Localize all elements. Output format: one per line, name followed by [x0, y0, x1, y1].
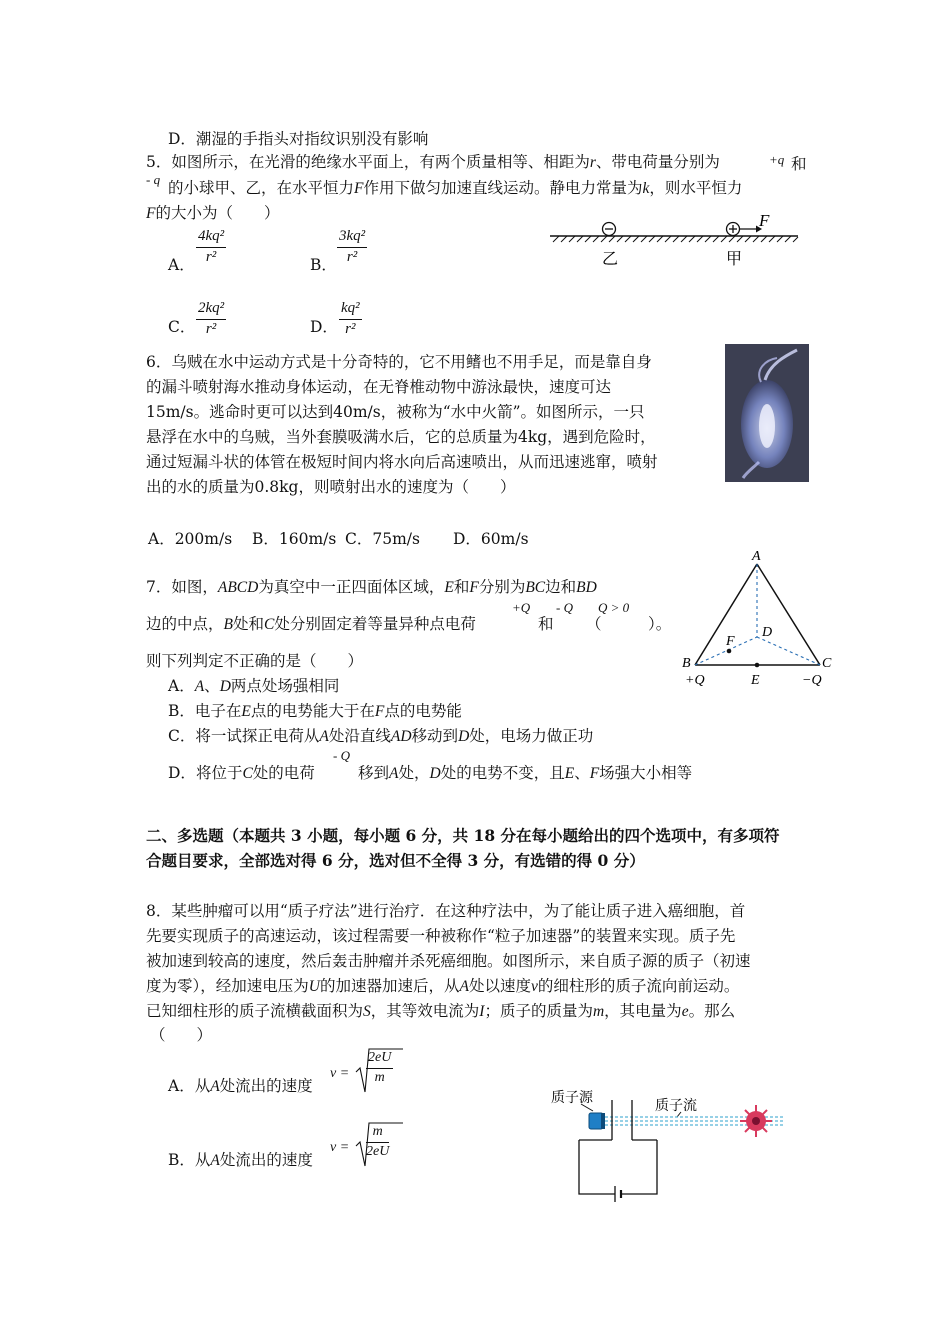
q8-line2: 先要实现质子的高速运动，该过程需要一种被称作“粒子加速器”的装置来实现。质子先	[146, 927, 736, 945]
cancer-cell-icon	[740, 1105, 772, 1137]
q8-line3: 被加速到较高的速度，然后轰击肿瘤并杀死癌细胞。如图所示，来自质子源的质子（初速	[146, 952, 751, 970]
q4-option-d: D．潮湿的手指头对指纹识别没有影响	[168, 130, 429, 148]
minus-q-label: −Q	[802, 673, 822, 688]
vertex-a-label: A	[752, 549, 761, 564]
q7-line3: 则下列判定不正确的是（ ）	[146, 652, 364, 670]
q8-option-b-v: v =	[330, 1140, 350, 1155]
q5-plus-q: +q	[769, 152, 785, 167]
vertex-b-label: B	[682, 656, 691, 671]
q5-option-c-label: C．	[168, 318, 196, 336]
q7-option-d: D．将位于C处的电荷	[168, 764, 315, 782]
q5-option-d-fraction: $\frac{\text{kq²}}{\text{r²}}$	[341, 300, 360, 337]
negative-ball-icon	[603, 223, 616, 236]
q5-option-d-label: D．	[310, 318, 338, 336]
q8-option-b-fraction: $\frac{m}{2eU}$	[366, 1124, 390, 1159]
ball-jia-label: 甲	[726, 251, 743, 268]
q6-line: 15m/s。逃命时更可以达到40m/s，被称为“水中火箭”。如图所示，一只	[146, 403, 645, 421]
q8-option-b: B．从A处流出的速度	[168, 1151, 313, 1169]
q7-charge-minus: - Q	[556, 600, 573, 615]
q5-line2: 的小球甲、乙，在水平恒力F作用下做匀加速直线运动。静电力常量为k，则水平恒力	[168, 179, 743, 197]
section2-heading-line2: 合题目要求，全部选对得 6 分，选对但不全得 3 分，有选错的得 0 分）	[146, 851, 645, 870]
point-e-label: E	[751, 673, 760, 688]
q5-option-a-label: A．	[168, 256, 195, 274]
q8-option-a: A．从A处流出的速度	[168, 1077, 313, 1095]
vertex-d-label: D	[762, 625, 773, 640]
proton-source-label: 质子源	[551, 1091, 593, 1106]
q5-option-c-fraction: $\frac{\text{2kq²}}{\text{r²}}$	[198, 300, 225, 337]
q8-line4: 度为零），经加速电压为U的加速器加速后，从A处以速度v的细柱形的质子流向前运动。	[146, 977, 740, 995]
q8-line1: 8．某些肿瘤可以用“质子疗法”进行治疗．在这种疗法中，为了能让质子进入癌细胞，首	[146, 902, 746, 920]
q5-option-b-fraction: $\frac{\text{3kq²}}{\text{r²}}$	[339, 228, 366, 265]
vertex-c-label: C	[822, 656, 832, 671]
proton-source-icon	[589, 1113, 603, 1129]
q5-minus-q: - q	[146, 172, 161, 187]
q6-line: 出的水的质量为0.8kg，则喷射出水的速度为（ ）	[146, 478, 516, 496]
q6-line: 的漏斗喷射海水推动身体运动，在无脊椎动物中游泳最快，速度可达	[146, 378, 612, 396]
q6-line: 悬浮在水中的乌贼，当外套膜吸满水后，它的总质量为4kg，遇到危险时，	[146, 428, 656, 446]
q5-option-b-label: B．	[310, 256, 337, 274]
q7-option-d-rest: 移到A处，D处的电势不变，且E、F场强大小相等	[358, 764, 693, 782]
q6-line: 6．乌贼在水中运动方式是十分奇特的，它不用鳍也不用手足，而是靠自身	[146, 353, 652, 371]
q7-option-a: A．A、D两点处场强相同	[168, 677, 340, 695]
squid-image	[725, 344, 809, 482]
q7-line2: 边的中点，B处和C处分别固定着等量异种点电荷	[146, 615, 476, 633]
q7-option-b: B．电子在E点的电势能大于在F点的电势能	[168, 702, 462, 720]
q5-line1: 5．如图所示，在光滑的绝缘水平面上，有两个质量相等、相距为r、带电荷量分别为	[146, 153, 720, 171]
q5-line3: F的大小为（ ）	[146, 204, 280, 222]
q8-option-a-fraction: $\frac{2eU}{m}$	[368, 1050, 392, 1085]
q6-line: 通过短漏斗状的体管在极短时间内将水向后高速喷出，从而迅速逃窜，喷射	[146, 453, 658, 471]
q7-tetrahedron-figure	[680, 548, 840, 690]
q7-option-c: C．将一试探正电荷从A处沿直线AD移动到D处，电场力做正功	[168, 727, 594, 745]
q8-option-a-v: v =	[330, 1066, 350, 1081]
q6-option-c: C．75m/s	[345, 530, 420, 548]
q7-and2: 和	[538, 615, 554, 633]
proton-stream-label: 质子流	[655, 1099, 697, 1114]
q6-option-b: B．160m/s	[252, 530, 337, 548]
q7-line1: 7．如图，ABCD为真空中一正四面体区域，E和F分别为BC边和BD	[146, 578, 597, 596]
q7-charge-plus: +Q	[512, 600, 531, 615]
q5-figure	[550, 212, 805, 268]
q7-paren: （ ）。	[586, 615, 672, 633]
q6-option-d: D．60m/s	[453, 530, 529, 548]
q8-line5: 已知细柱形的质子流横截面积为S，其等效电流为I；质子的质量为m，其电量为e。那么	[146, 1002, 736, 1020]
q8-accelerator-figure	[545, 1082, 795, 1204]
force-label: F	[759, 212, 770, 230]
q5-and: 和	[791, 155, 807, 173]
plus-q-label: +Q	[685, 673, 705, 688]
positive-ball-icon	[727, 223, 740, 236]
q8-line6: （ ）	[150, 1026, 213, 1044]
q5-option-a-fraction: $\frac{\text{4kq²}}{\text{r²}}$	[198, 228, 225, 265]
section2-heading-line1: 二、多选题（本题共 3 小题，每小题 6 分，共 18 分在每小题给出的四个选项中，有多项符	[146, 826, 780, 845]
point-f-label: F	[726, 634, 735, 649]
q7-option-d-charge: - Q	[333, 748, 350, 763]
q6-option-a: A．200m/s	[148, 530, 233, 548]
ball-yi-label: 乙	[602, 251, 619, 268]
q7-q-condition: Q > 0	[598, 600, 630, 615]
